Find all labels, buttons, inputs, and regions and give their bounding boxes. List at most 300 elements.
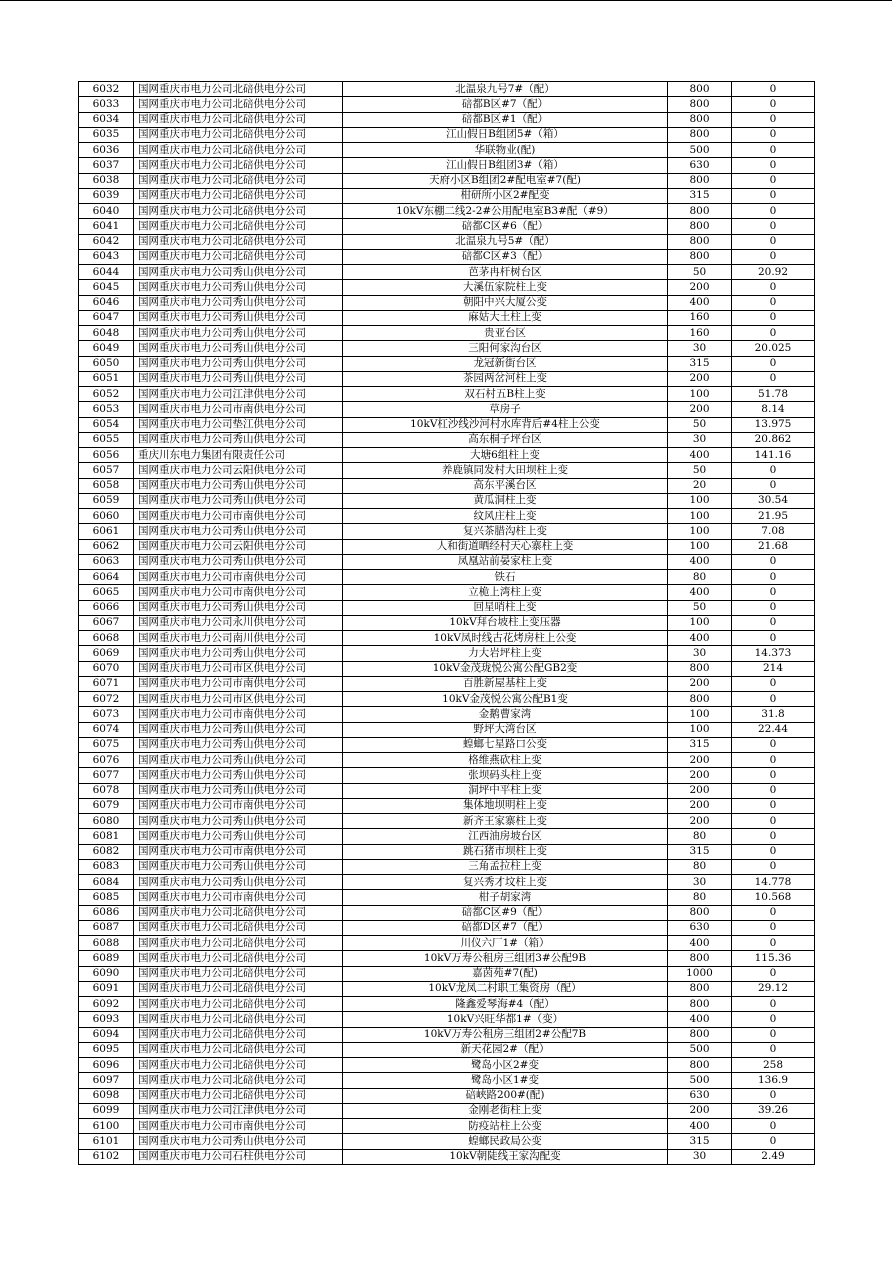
station-name-cell: 隆鑫爱琴海#4（配） [343,997,668,1012]
station-name-cell: 碚都B区#1（配） [343,112,668,127]
unit-name-cell: 国网重庆市电力公司秀山供电分公司 [134,295,343,310]
table-row [79,829,815,844]
value-cell: 0 [732,280,815,295]
capacity-cell: 500 [668,1073,732,1088]
row-number-cell: 6067 [79,615,134,630]
capacity-cell: 400 [668,936,732,951]
capacity-cell: 160 [668,310,732,325]
value-cell: 0 [732,768,815,783]
table-row [79,448,815,463]
table-row [79,280,815,295]
value-cell: 0 [732,783,815,798]
row-number-cell: 6052 [79,387,134,402]
capacity-cell: 100 [668,707,732,722]
table-row [79,234,815,249]
row-number-cell: 6074 [79,722,134,737]
table-row [79,936,815,951]
unit-name-cell: 国网重庆市电力公司秀山供电分公司 [134,875,343,890]
unit-name-cell: 国网重庆市电力公司北碚供电分公司 [134,82,343,97]
capacity-cell: 80 [668,890,732,905]
row-number-cell: 6059 [79,493,134,508]
value-cell: 22.44 [732,722,815,737]
capacity-cell: 800 [668,97,732,112]
capacity-cell: 30 [668,432,732,447]
station-name-cell: 纹风庄柱上变 [343,509,668,524]
capacity-cell: 500 [668,1042,732,1057]
row-number-cell: 6101 [79,1134,134,1149]
row-number-cell: 6056 [79,448,134,463]
row-number-cell: 6046 [79,295,134,310]
value-cell: 0 [732,310,815,325]
capacity-cell: 100 [668,509,732,524]
unit-name-cell: 国网重庆市电力公司北碚供电分公司 [134,188,343,203]
table-row [79,188,815,203]
capacity-cell: 800 [668,997,732,1012]
table-row [79,493,815,508]
station-name-cell: 10kV金茂悦公寓公配B1变 [343,692,668,707]
value-cell: 20.862 [732,432,815,447]
row-number-cell: 6086 [79,905,134,920]
table-row [79,981,815,996]
value-cell: 0 [732,1042,815,1057]
station-name-cell: 10kV金茂珑悦公寓公配GB2变 [343,661,668,676]
unit-name-cell: 国网重庆市电力公司北碚供电分公司 [134,920,343,935]
value-cell: 20.92 [732,265,815,280]
value-cell: 0 [732,127,815,142]
unit-name-cell: 国网重庆市电力公司秀山供电分公司 [134,737,343,752]
row-number-cell: 6045 [79,280,134,295]
value-cell: 0 [732,1134,815,1149]
unit-name-cell: 国网重庆市电力公司秀山供电分公司 [134,783,343,798]
station-name-cell: 10kV拜台坡柱上变压器 [343,615,668,630]
capacity-cell: 400 [668,554,732,569]
transformer-capacity-table [78,81,815,1165]
table-row [79,204,815,219]
row-number-cell: 6055 [79,432,134,447]
row-number-cell: 6037 [79,158,134,173]
value-cell: 0 [732,1027,815,1042]
row-number-cell: 6058 [79,478,134,493]
row-number-cell: 6066 [79,600,134,615]
table-row [79,432,815,447]
station-name-cell: 新天花园2#（配） [343,1042,668,1057]
row-number-cell: 6063 [79,554,134,569]
capacity-cell: 800 [668,1058,732,1073]
value-cell: 39.26 [732,1103,815,1118]
table-row [79,524,815,539]
table-row [79,585,815,600]
row-number-cell: 6090 [79,966,134,981]
table-row [79,1088,815,1103]
table-row [79,539,815,554]
value-cell: 0 [732,798,815,813]
station-name-cell: 蝗螂七星路口公变 [343,737,668,752]
value-cell: 14.373 [732,646,815,661]
station-name-cell: 蝗螂民政局公变 [343,1134,668,1149]
station-name-cell: 10kV万寿公租房三组团3#公配9B [343,951,668,966]
capacity-cell: 1000 [668,966,732,981]
unit-name-cell: 国网重庆市电力公司市南供电分公司 [134,402,343,417]
row-number-cell: 6083 [79,859,134,874]
unit-name-cell: 国网重庆市电力公司北碚供电分公司 [134,173,343,188]
station-name-cell: 跳石猪市坝柱上变 [343,844,668,859]
station-name-cell: 10kV兴旺华都1#（变） [343,1012,668,1027]
capacity-cell: 30 [668,1149,732,1164]
row-number-cell: 6032 [79,82,134,97]
unit-name-cell: 重庆川东电力集团有限责任公司 [134,448,343,463]
row-number-cell: 6057 [79,463,134,478]
capacity-cell: 160 [668,326,732,341]
table-row [79,1119,815,1134]
capacity-cell: 200 [668,402,732,417]
unit-name-cell: 国网重庆市电力公司秀山供电分公司 [134,722,343,737]
table-row [79,1073,815,1088]
capacity-cell: 800 [668,1027,732,1042]
row-number-cell: 6071 [79,676,134,691]
capacity-cell: 800 [668,173,732,188]
station-name-cell: 柑研所小区2#配变 [343,188,668,203]
station-name-cell: 集体地坝明柱上变 [343,798,668,813]
capacity-cell: 400 [668,295,732,310]
capacity-cell: 800 [668,234,732,249]
station-name-cell: 川仪六厂1#（箱） [343,936,668,951]
table-row [79,646,815,661]
station-name-cell: 复兴秀才坟柱上变 [343,875,668,890]
station-name-cell: 大溪伍家院柱上变 [343,280,668,295]
station-name-cell: 10kV凤时线古花烤房柱上公变 [343,631,668,646]
table-row [79,570,815,585]
row-number-cell: 6070 [79,661,134,676]
row-number-cell: 6050 [79,356,134,371]
value-cell: 0 [732,326,815,341]
table-row [79,1103,815,1118]
capacity-cell: 800 [668,204,732,219]
value-cell: 0 [732,234,815,249]
value-cell: 0 [732,859,815,874]
row-number-cell: 6077 [79,768,134,783]
row-number-cell: 6072 [79,692,134,707]
station-name-cell: 格维燕砍柱上变 [343,753,668,768]
table-row [79,890,815,905]
row-number-cell: 6076 [79,753,134,768]
unit-name-cell: 国网重庆市电力公司秀山供电分公司 [134,341,343,356]
capacity-cell: 800 [668,692,732,707]
unit-name-cell: 国网重庆市电力公司北碚供电分公司 [134,1058,343,1073]
row-number-cell: 6095 [79,1042,134,1057]
capacity-cell: 200 [668,1103,732,1118]
station-name-cell: 复兴茶腊沟柱上变 [343,524,668,539]
unit-name-cell: 国网重庆市电力公司市南供电分公司 [134,890,343,905]
capacity-cell: 100 [668,615,732,630]
value-cell: 0 [732,173,815,188]
table-row [79,920,815,935]
table-row [79,112,815,127]
value-cell: 0 [732,1119,815,1134]
row-number-cell: 6082 [79,844,134,859]
row-number-cell: 6068 [79,631,134,646]
unit-name-cell: 国网重庆市电力公司市南供电分公司 [134,509,343,524]
row-number-cell: 6064 [79,570,134,585]
value-cell: 0 [732,463,815,478]
unit-name-cell: 国网重庆市电力公司秀山供电分公司 [134,600,343,615]
table-row [79,356,815,371]
station-name-cell: 金鹅曹家湾 [343,707,668,722]
capacity-cell: 800 [668,981,732,996]
row-number-cell: 6054 [79,417,134,432]
unit-name-cell: 国网重庆市电力公司秀山供电分公司 [134,432,343,447]
row-number-cell: 6049 [79,341,134,356]
unit-name-cell: 国网重庆市电力公司北碚供电分公司 [134,1027,343,1042]
capacity-cell: 100 [668,539,732,554]
row-number-cell: 6065 [79,585,134,600]
row-number-cell: 6047 [79,310,134,325]
unit-name-cell: 国网重庆市电力公司北碚供电分公司 [134,981,343,996]
unit-name-cell: 国网重庆市电力公司秀山供电分公司 [134,554,343,569]
unit-name-cell: 国网重庆市电力公司秀山供电分公司 [134,1134,343,1149]
table-row [79,554,815,569]
value-cell: 0 [732,570,815,585]
table-row [79,737,815,752]
station-name-cell: 10kV朝陡线王家沟配变 [343,1149,668,1164]
table-row [79,722,815,737]
table-row [79,997,815,1012]
unit-name-cell: 国网重庆市电力公司秀山供电分公司 [134,646,343,661]
value-cell: 31.8 [732,707,815,722]
station-name-cell: 凤凰站前晏家柱上变 [343,554,668,569]
value-cell: 0 [732,1012,815,1027]
value-cell: 0 [732,615,815,630]
row-number-cell: 6087 [79,920,134,935]
station-name-cell: 10kV杠沙线沙河村水库背后#4柱上公变 [343,417,668,432]
unit-name-cell: 国网重庆市电力公司北碚供电分公司 [134,158,343,173]
table-row [79,966,815,981]
row-number-cell: 6069 [79,646,134,661]
unit-name-cell: 国网重庆市电力公司石柱供电分公司 [134,1149,343,1164]
value-cell: 0 [732,1088,815,1103]
value-cell: 0 [732,920,815,935]
station-name-cell: 嘉茵苑#7(配) [343,966,668,981]
value-cell: 0 [732,82,815,97]
station-name-cell: 高东平溪台区 [343,478,668,493]
table-row [79,1042,815,1057]
page-top-rule [0,0,892,1]
capacity-cell: 100 [668,722,732,737]
capacity-cell: 500 [668,143,732,158]
unit-name-cell: 国网重庆市电力公司秀山供电分公司 [134,356,343,371]
value-cell: 8.14 [732,402,815,417]
table-row [79,143,815,158]
row-number-cell: 6092 [79,997,134,1012]
table-row [79,600,815,615]
unit-name-cell: 国网重庆市电力公司垫江供电分公司 [134,417,343,432]
unit-name-cell: 国网重庆市电力公司秀山供电分公司 [134,768,343,783]
capacity-cell: 200 [668,753,732,768]
table-row [79,478,815,493]
value-cell: 258 [732,1058,815,1073]
row-number-cell: 6035 [79,127,134,142]
capacity-cell: 800 [668,905,732,920]
station-name-cell: 江山假日B组团5#（箱） [343,127,668,142]
table-row [79,692,815,707]
capacity-cell: 200 [668,798,732,813]
table-row [79,371,815,386]
value-cell: 0 [732,478,815,493]
station-name-cell: 碚都C区#6（配） [343,219,668,234]
station-name-cell: 茶园两岔河柱上变 [343,371,668,386]
row-number-cell: 6073 [79,707,134,722]
value-cell: 0 [732,814,815,829]
station-name-cell: 天府小区B组团2#配电室#7(配) [343,173,668,188]
table-row [79,676,815,691]
station-name-cell: 草房子 [343,402,668,417]
station-name-cell: 碚都B区#7（配） [343,97,668,112]
value-cell: 141.16 [732,448,815,463]
value-cell: 214 [732,661,815,676]
unit-name-cell: 国网重庆市电力公司北碚供电分公司 [134,1073,343,1088]
row-number-cell: 6084 [79,875,134,890]
table-row [79,341,815,356]
table-row [79,1012,815,1027]
row-number-cell: 6089 [79,951,134,966]
capacity-cell: 200 [668,783,732,798]
unit-name-cell: 国网重庆市电力公司秀山供电分公司 [134,478,343,493]
unit-name-cell: 国网重庆市电力公司市南供电分公司 [134,570,343,585]
station-name-cell: 高东桐子坪台区 [343,432,668,447]
row-number-cell: 6091 [79,981,134,996]
table-row [79,249,815,264]
unit-name-cell: 国网重庆市电力公司秀山供电分公司 [134,814,343,829]
capacity-cell: 400 [668,1119,732,1134]
value-cell: 115.36 [732,951,815,966]
table-row [79,1149,815,1164]
row-number-cell: 6098 [79,1088,134,1103]
value-cell: 0 [732,158,815,173]
station-name-cell: 鹭岛小区2#变 [343,1058,668,1073]
capacity-cell: 100 [668,524,732,539]
capacity-cell: 800 [668,127,732,142]
row-number-cell: 6099 [79,1103,134,1118]
station-name-cell: 三阳何家沟台区 [343,341,668,356]
value-cell: 0 [732,554,815,569]
value-cell: 0 [732,219,815,234]
unit-name-cell: 国网重庆市电力公司北碚供电分公司 [134,234,343,249]
table-row [79,97,815,112]
station-name-cell: 碚峡路200#(配) [343,1088,668,1103]
station-name-cell: 防疫站柱上公变 [343,1119,668,1134]
value-cell: 0 [732,753,815,768]
value-cell: 0 [732,295,815,310]
station-name-cell: 10kV龙凤二村职工集资房（配） [343,981,668,996]
station-name-cell: 碚都C区#3（配） [343,249,668,264]
unit-name-cell: 国网重庆市电力公司北碚供电分公司 [134,219,343,234]
capacity-cell: 315 [668,188,732,203]
station-name-cell: 回星哨柱上变 [343,600,668,615]
table-row [79,768,815,783]
unit-name-cell: 国网重庆市电力公司北碚供电分公司 [134,127,343,142]
station-name-cell: 江山假日B组团3#（箱） [343,158,668,173]
value-cell: 0 [732,600,815,615]
value-cell: 0 [732,997,815,1012]
row-number-cell: 6078 [79,783,134,798]
station-name-cell: 金刚老街柱上变 [343,1103,668,1118]
unit-name-cell: 国网重庆市电力公司北碚供电分公司 [134,143,343,158]
table-row [79,402,815,417]
table-row [79,859,815,874]
table-row [79,158,815,173]
value-cell: 0 [732,737,815,752]
value-cell: 0 [732,188,815,203]
station-name-cell: 芭茅冉杆树台区 [343,265,668,280]
unit-name-cell: 国网重庆市电力公司市南供电分公司 [134,844,343,859]
value-cell: 0 [732,356,815,371]
unit-name-cell: 国网重庆市电力公司北碚供电分公司 [134,905,343,920]
row-number-cell: 6100 [79,1119,134,1134]
unit-name-cell: 国网重庆市电力公司云阳供电分公司 [134,463,343,478]
capacity-cell: 100 [668,387,732,402]
value-cell: 0 [732,844,815,859]
station-name-cell: 张坝码头柱上变 [343,768,668,783]
station-name-cell: 鹭岛小区1#变 [343,1073,668,1088]
capacity-cell: 200 [668,371,732,386]
value-cell: 29.12 [732,981,815,996]
row-number-cell: 6043 [79,249,134,264]
station-name-cell: 麻姑大土柱上变 [343,310,668,325]
capacity-cell: 200 [668,814,732,829]
unit-name-cell: 国网重庆市电力公司北碚供电分公司 [134,1088,343,1103]
table-row [79,707,815,722]
station-name-cell: 三角孟拉柱上变 [343,859,668,874]
row-number-cell: 6033 [79,97,134,112]
unit-name-cell: 国网重庆市电力公司市区供电分公司 [134,661,343,676]
capacity-cell: 200 [668,768,732,783]
table-row [79,387,815,402]
capacity-cell: 800 [668,82,732,97]
capacity-cell: 50 [668,600,732,615]
capacity-cell: 630 [668,920,732,935]
table-row [79,631,815,646]
station-name-cell: 立桅上湾柱上变 [343,585,668,600]
capacity-cell: 315 [668,844,732,859]
table-row [79,82,815,97]
value-cell: 0 [732,905,815,920]
row-number-cell: 6036 [79,143,134,158]
capacity-cell: 80 [668,859,732,874]
unit-name-cell: 国网重庆市电力公司江津供电分公司 [134,1103,343,1118]
capacity-cell: 200 [668,676,732,691]
capacity-cell: 200 [668,280,732,295]
station-name-cell: 野坪大湾台区 [343,722,668,737]
station-name-cell: 铁石 [343,570,668,585]
value-cell: 51.78 [732,387,815,402]
unit-name-cell: 国网重庆市电力公司市南供电分公司 [134,1119,343,1134]
table-body [79,82,815,1165]
value-cell: 0 [732,936,815,951]
table-row [79,875,815,890]
value-cell: 0 [732,676,815,691]
unit-name-cell: 国网重庆市电力公司北碚供电分公司 [134,249,343,264]
station-name-cell: 贵亚台区 [343,326,668,341]
unit-name-cell: 国网重庆市电力公司市南供电分公司 [134,707,343,722]
value-cell: 21.95 [732,509,815,524]
table-row [79,1027,815,1042]
unit-name-cell: 国网重庆市电力公司秀山供电分公司 [134,265,343,280]
capacity-cell: 50 [668,463,732,478]
row-number-cell: 6060 [79,509,134,524]
capacity-cell: 20 [668,478,732,493]
station-name-cell: 江西油房坡台区 [343,829,668,844]
row-number-cell: 6093 [79,1012,134,1027]
capacity-cell: 315 [668,1134,732,1149]
